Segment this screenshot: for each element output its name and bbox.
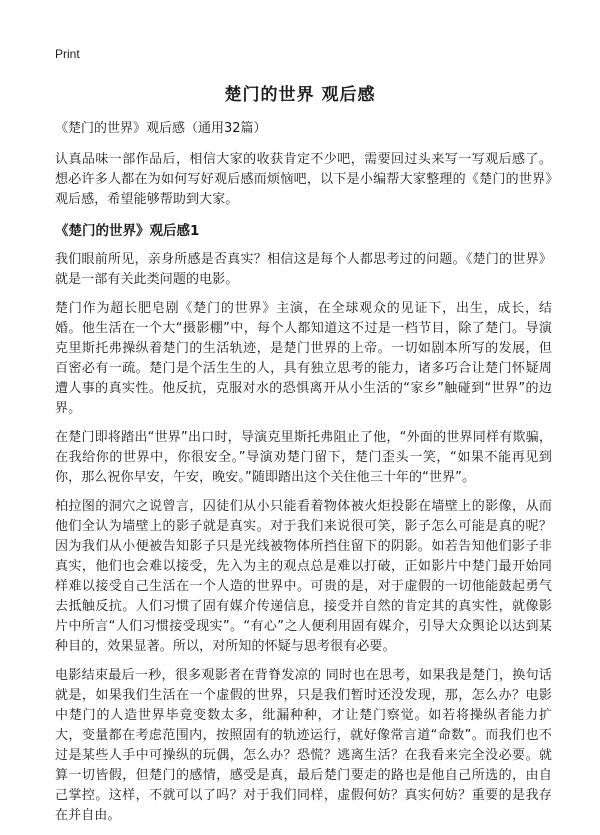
print-link[interactable]: Print xyxy=(55,47,80,61)
paragraph: 在楚门即将踏出“世界”出口时，导演克里斯托弗阻止了他，“外面的世界同样有欺骗，在我给你的世界中，你很安全。”导演劝楚门留下，楚门歪头一笑，“如果不能再见到你，那么祝你早安，午安，晚安。”随即踏出这个关住他三十年的“世界”。 xyxy=(55,430,552,485)
article-body xyxy=(55,120,552,835)
paragraph: 我们眼前所见，亲身所感是否真实？相信这是每个人都思考过的问题。《楚门的世界》就是一部有关此类问题的电影。 xyxy=(55,252,552,287)
section-heading: 《楚门的世界》观后感1 xyxy=(55,223,200,239)
paragraph: 电影结束最后一秒，很多观影者在背脊发凉的 同时也在思考，如果我是楚门，换句话就是，如果我们生活在一个虚假的世界，只是我们暂时还没发现，那，怎么办？电影中楚门的人造世界毕竟变数太多，纰漏种种，才让楚门察觉。如若将操纵者能力扩大，变量都在考虑范围内，按照固有的轨迹运行，就好像常言道“命数”。而我们也不过是某些人手中可操纵的玩偶，怎么办？恐慌？逃离生活？在我看来完全没必要。就算一切皆假，但楚门的感情，感受是真，最后楚门要走的路也是他自己所选的，由自己掌控。这样，不就可以了吗？对于我们同样，虚假何妨？真实何妨？重要的是我存在并自由。 xyxy=(55,668,552,823)
paragraph: 柏拉图的洞穴之说曾言，囚徒们从小只能看着物体被火炬投影在墙壁上的影像，从而他们全认为墙壁上的影子就是真实。对于我们来说很可笑，影子怎么可能是真的呢？因为我们从小便被告知影子只是光线被物体所挡住留下的阴影。如若告知他们影子非真实，他们也会难以接受，先入为主的观点总是难以打破，正如影片中楚门最开始同样难以接受自己生活在一个人造的世界中。可贵的是，对于虚假的一切他能鼓起勇气去抵触反抗。人们习惯了固有媒介传递信息，接受并自然的肯定其的真实性，就像影片中所言“人们习惯接受现实”。“有心”之人便利用固有媒介，引导大众舆论以达到某种目的，效果显著。所以，对所知的怀疑与思考很有必要。 xyxy=(55,499,552,654)
intro-paragraph: 认真品味一部作品后，相信大家的收获肯定不少吧，需要回过头来写一写观后感了。想必许多人都在为如何写好观后感而烦恼吧，以下是小编帮大家整理的《楚门的世界》观后感，希望能够帮助到大家。 xyxy=(55,152,552,207)
article-subtitle: 《楚门的世界》观后感（通用32篇） xyxy=(55,121,267,136)
page-title: 楚门的世界 观后感 xyxy=(224,85,376,105)
paragraph: 楚门作为超长肥皂剧《楚门的世界》主演，在全球观众的见证下，出生，成长，结婚。他生活在一个大“摄影棚”中，每个人都知道这不过是一档节目，除了楚门。导演克里斯托弗操纵着楚门的生活轨迹，是楚门世界的上帝。一切如剧本所写的发展，但百密必有一疏。楚门是个活生生的人，具有独立思考的能力，诸多巧合让楚门怀疑周遭人事的真实性。他反抗，克服对水的恐惧离开从小生活的“家乡”触碰到“世界”的边界。 xyxy=(55,301,552,416)
